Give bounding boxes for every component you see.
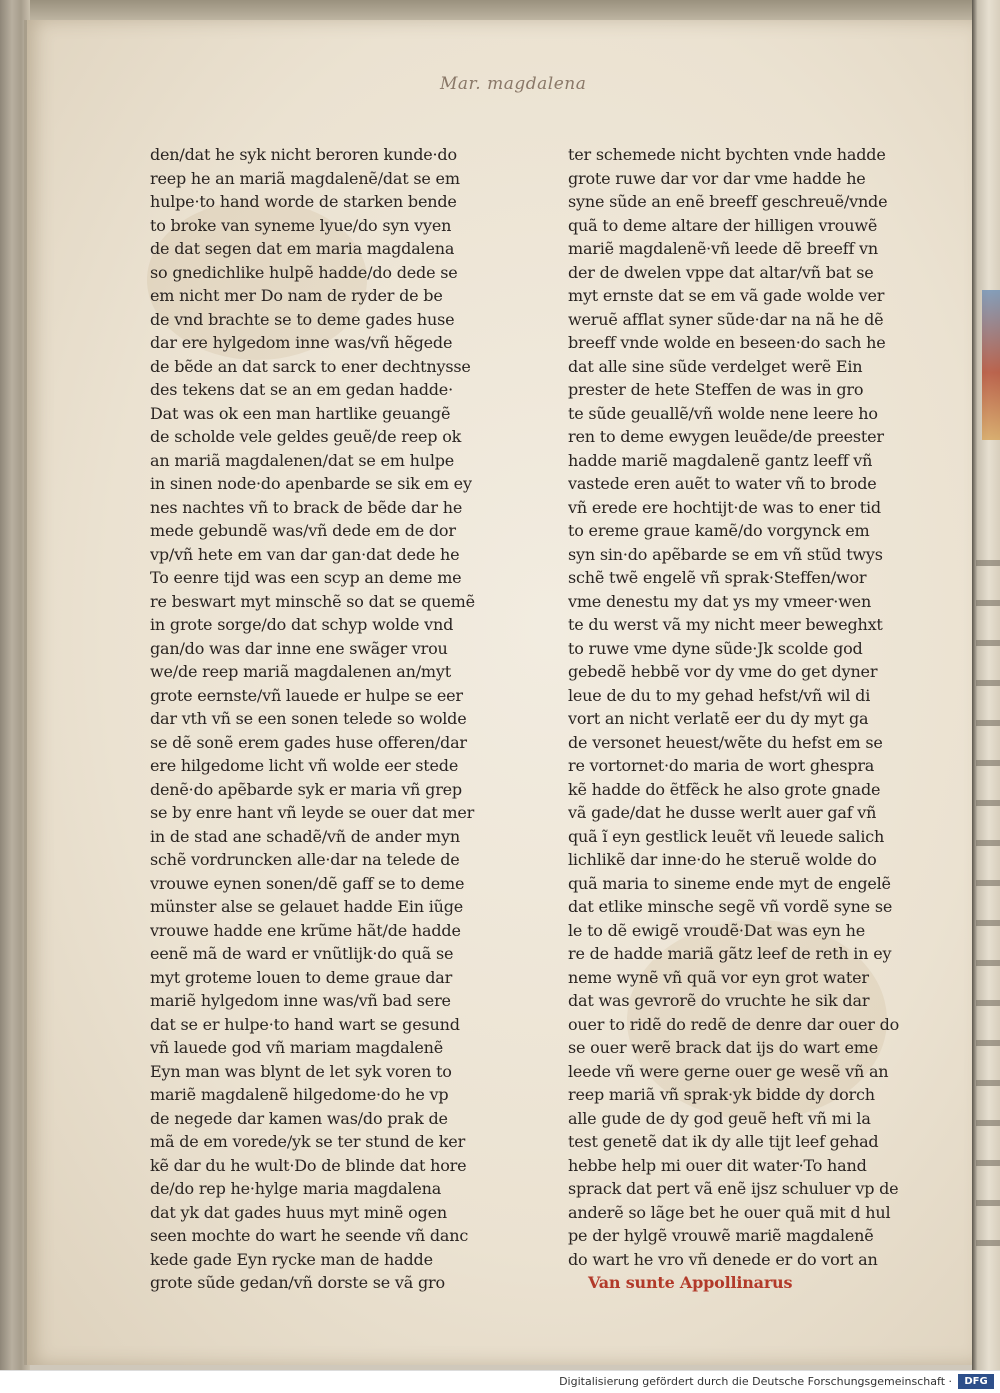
facing-page-illustration bbox=[982, 290, 1000, 440]
text-line: te du werst vã my nicht meer beweghxt bbox=[568, 615, 883, 634]
text-line: vrouwe hadde ene krũme hãt/de hadde bbox=[150, 920, 461, 940]
text-line: Van sunte Appollinarus bbox=[588, 1273, 793, 1292]
text-line: den/dat he syk nicht beroren kunde·do bbox=[150, 145, 457, 164]
text-line: breeff vnde wolde en beseen·do sach he bbox=[568, 333, 886, 352]
text-line: mariẽ magdalenẽ·vñ leede dẽ breeff vn bbox=[568, 239, 878, 258]
text-line: de dat segen dat em maria magdalena bbox=[150, 239, 455, 258]
text-line: hadde mariẽ magdalenẽ gantz leeff vñ bbox=[568, 450, 873, 470]
text-line: kẽ dar du he wult·Do de blinde dat hore bbox=[150, 1155, 467, 1175]
text-line: vñ erede ere hochtijt·de was to ener tid bbox=[568, 497, 881, 517]
text-line: dat was gevrorẽ do vruchte he sik dar bbox=[568, 991, 870, 1010]
text-line: grote eernste/vñ lauede er hulpe se eer bbox=[150, 685, 463, 705]
text-line: vp/vñ hete em van dar gan·dat dede he bbox=[150, 544, 460, 564]
text-line: prester de hete Steffen de was in gro bbox=[568, 380, 864, 399]
marginal-note: Mar. magdalena bbox=[440, 74, 587, 94]
text-line: in de stad ane schadẽ/vñ de ander myn bbox=[150, 826, 460, 846]
text-line: ren to deme ewygen leuẽde/de preester bbox=[568, 427, 884, 446]
text-line: em nicht mer Do nam de ryder de be bbox=[150, 286, 443, 305]
text-line: se dẽ sonẽ erem gades huse offeren/dar bbox=[150, 732, 467, 752]
text-line: to ereme graue kamẽ/do vorgynck em bbox=[568, 521, 870, 540]
text-line: re beswart myt minschẽ so dat se quemẽ bbox=[150, 591, 475, 611]
text-line: vort an nicht verlatẽ eer du dy myt ga bbox=[568, 709, 869, 728]
text-line: de negede dar kamen was/do prak de bbox=[150, 1108, 448, 1128]
text-line: vã gade/dat he dusse werlt auer gaf vñ bbox=[568, 803, 877, 822]
text-line: vrouwe eynen sonen/dẽ gaff se to deme bbox=[150, 873, 465, 893]
text-line: anderẽ so lãge bet he ouer quã mit d hul bbox=[568, 1202, 891, 1222]
text-line: dat etlike minsche segẽ vñ vordẽ syne se bbox=[568, 897, 893, 916]
text-line: weruẽ afflat syner sũde·dar na nã he dẽ bbox=[568, 309, 884, 329]
text-line: dat se er hulpe·to hand wart se gesund bbox=[150, 1014, 460, 1034]
text-line: denẽ·do apẽbarde syk er maria vñ grep bbox=[150, 779, 462, 799]
text-line: quã maria to sineme ende myt de engelẽ bbox=[568, 873, 891, 893]
text-line: we/de reep mariã magdalenen an/myt bbox=[150, 662, 451, 681]
text-line: vñ lauede god vñ mariam magdalenẽ bbox=[150, 1038, 444, 1057]
text-line: alle gude de dy god geuẽ heft vñ mi la bbox=[568, 1108, 871, 1128]
text-line: leue de du to my gehad hefst/vñ wil di bbox=[568, 685, 871, 705]
text-line: de bẽde an dat sarck to ener dechtnysse bbox=[150, 356, 471, 376]
text-line: so gnedichlike hulpẽ hadde/do dede se bbox=[150, 262, 458, 282]
text-line: de/do rep he·hylge maria magdalena bbox=[150, 1179, 442, 1198]
text-line: To eenre tijd was een scyp an deme me bbox=[150, 568, 462, 587]
text-line: der de dwelen vppe dat altar/vñ bat se bbox=[568, 262, 874, 282]
text-line: des tekens dat se an em gedan hadde· bbox=[150, 380, 453, 399]
text-line: neme wynẽ vñ quã vor eyn grot water bbox=[568, 967, 869, 987]
text-line: dar ere hylgedom inne was/vñ hẽgede bbox=[150, 333, 453, 352]
text-line: to ruwe vme dyne sũde·Jk scolde god bbox=[568, 638, 863, 658]
text-line: nes nachtes vñ to brack de bẽde dar he bbox=[150, 497, 463, 517]
dfg-logo: DFG bbox=[958, 1374, 994, 1389]
text-line: de versonet heuest/wẽte du hefst em se bbox=[568, 732, 883, 752]
text-line: re vortornet·do maria de wort ghespra bbox=[568, 756, 875, 775]
text-line: eenẽ mã de ward er vnũtlijk·do quã se bbox=[150, 944, 454, 963]
text-line: do wart he vro vñ denede er do vort an bbox=[568, 1249, 878, 1269]
text-line: schẽ twẽ engelẽ vñ sprak·Steffen/wor bbox=[568, 568, 867, 587]
text-line: myt ernste dat se em vã gade wolde ver bbox=[568, 286, 885, 305]
text-line: Eyn man was blynt de let syk voren to bbox=[150, 1061, 452, 1081]
text-line: sprack dat pert vã enẽ ijsz schuluer vp de bbox=[568, 1179, 899, 1198]
text-line: reep he an mariã magdalenẽ/dat se em bbox=[150, 168, 460, 188]
text-line: mã de em vorede/yk se ter stund de ker bbox=[150, 1132, 466, 1151]
text-line: hebbe help mi ouer dit water·To hand bbox=[568, 1155, 867, 1175]
text-line: gebedẽ hebbẽ vor dy vme do get dyner bbox=[568, 662, 878, 681]
text-line: leede vñ were gerne ouer ge wesẽ vñ an bbox=[568, 1061, 889, 1081]
text-line: kẽ hadde do ẽtfẽck he also grote gnade bbox=[568, 779, 881, 799]
text-line: mariẽ hylgedom inne was/vñ bad sere bbox=[150, 991, 451, 1010]
text-line: se by enre hant vñ leyde se ouer dat mer bbox=[150, 803, 475, 822]
text-line: dar vth vñ se een sonen telede so wolde bbox=[150, 709, 467, 728]
text-line: vme denestu my dat ys my vmeer·wen bbox=[568, 591, 872, 611]
text-line: test genetẽ dat ik dy alle tijt leef gehad bbox=[568, 1132, 879, 1151]
text-line: te sũde geuallẽ/vñ wolde nene leere ho bbox=[568, 403, 878, 423]
text-line: syne sũde an enẽ breeff geschreuẽ/vnde bbox=[568, 192, 888, 211]
text-line: to broke van syneme lyue/do syn vyen bbox=[150, 215, 452, 235]
facing-page-edge bbox=[972, 0, 1000, 1370]
text-line: le to dẽ ewigẽ vroudẽ·Dat was eyn he bbox=[568, 920, 866, 940]
text-line: grote ruwe dar vor dar vme hadde he bbox=[568, 168, 866, 188]
text-line: dat alle sine sũde verdelget werẽ Ein bbox=[568, 356, 863, 376]
text-line: de vnd brachte se to deme gades huse bbox=[150, 309, 455, 329]
text-line: Dat was ok een man hartlike geuangẽ bbox=[150, 403, 451, 423]
text-line: vastede eren auẽt to water vñ to brode bbox=[568, 474, 877, 493]
text-line: de scholde vele geldes geuẽ/de reep ok bbox=[150, 427, 462, 446]
text-line: münster alse se gelauet hadde Ein iũge bbox=[150, 897, 464, 916]
text-line: kede gade Eyn rycke man de hadde bbox=[150, 1249, 433, 1269]
text-line: grote sũde gedan/vñ dorste se vã gro bbox=[150, 1273, 445, 1292]
text-line: gan/do was dar inne ene swãger vrou bbox=[150, 638, 448, 658]
text-line: in sinen node·do apenbarde se sik em ey bbox=[150, 474, 472, 493]
footer-bar bbox=[0, 1370, 1000, 1393]
text-line: lichlikẽ dar inne·do he steruẽ wolde do bbox=[568, 850, 877, 869]
text-line: ter schemede nicht bychten vnde hadde bbox=[568, 145, 886, 164]
text-line: quã to deme altare der hilligen vrouwẽ bbox=[568, 215, 878, 235]
text-line: ouer to ridẽ do redẽ de denre dar ouer do bbox=[568, 1014, 900, 1034]
text-line: dat yk dat gades huus myt minẽ ogen bbox=[150, 1202, 447, 1222]
text-line: schẽ vordruncken alle·dar na telede de bbox=[150, 850, 460, 869]
text-line: mariẽ magdalenẽ hilgedome·do he vp bbox=[150, 1085, 449, 1104]
text-line: myt groteme louen to deme graue dar bbox=[150, 967, 453, 987]
text-line: reep mariã vñ sprak·yk bidde dy dorch bbox=[568, 1085, 875, 1104]
right-text-column bbox=[568, 143, 913, 1295]
text-line: hulpe·to hand worde de starken bende bbox=[150, 192, 457, 211]
text-line: re de hadde mariã gãtz leef de reth in ey bbox=[568, 944, 892, 963]
left-text-column bbox=[150, 143, 495, 1295]
text-line: in grote sorge/do dat schyp wolde vnd bbox=[150, 615, 454, 634]
text-line: ere hilgedome licht vñ wolde eer stede bbox=[150, 756, 459, 775]
text-line: seen mochte do wart he seende vñ danc bbox=[150, 1226, 469, 1245]
text-line: se ouer werẽ brack dat ijs do wart eme bbox=[568, 1038, 878, 1057]
text-line: pe der hylgẽ vrouwẽ mariẽ magdalenẽ bbox=[568, 1226, 874, 1245]
text-line: quã ĩ eyn gestlick leuẽt vñ leuede salich bbox=[568, 826, 885, 846]
text-line: mede gebundẽ was/vñ dede em de dor bbox=[150, 521, 456, 540]
text-line: syn sin·do apẽbarde se em vñ stũd twys bbox=[568, 544, 883, 564]
funding-notice: Digitalisierung gefördert durch die Deutsche Forschungsgemeinschaft · bbox=[559, 1375, 952, 1388]
text-line: an mariã magdalenen/dat se em hulpe bbox=[150, 450, 455, 470]
